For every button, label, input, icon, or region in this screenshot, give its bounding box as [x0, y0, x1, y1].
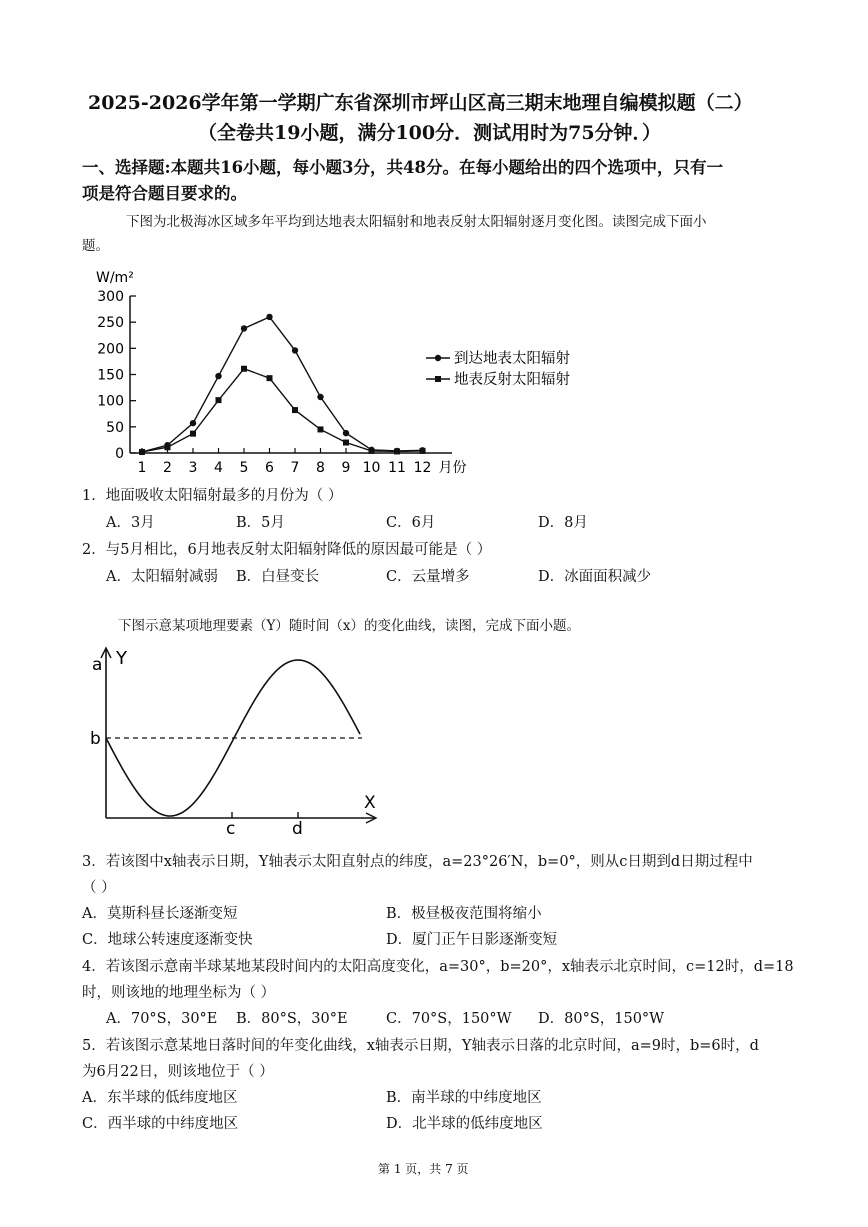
q3-stem-line1: 3．若该图中x轴表示日期，Y轴表示太阳直射点的纬度，a=23°26′N，b=0°，则从c日期到d日期过程中	[82, 854, 753, 870]
series1-point	[317, 394, 323, 400]
series-line-1	[142, 317, 423, 452]
q1-stem: 1．地面吸收太阳辐射最多的月份为（ ）	[82, 488, 343, 504]
q5-option-a: A．东半球的低纬度地区	[82, 1090, 238, 1106]
q5-option-d: D．北半球的低纬度地区	[386, 1116, 543, 1132]
q4-option-d: D．80°S，150°W	[538, 1011, 665, 1027]
label-c: c	[226, 819, 236, 839]
radiation-line-chart	[82, 262, 622, 482]
q5-stem-line2: 为6月22日，则该地位于（ ）	[82, 1064, 274, 1080]
intro1-line1: 下图为北极海冰区域多年平均到达地表太阳辐射和地表反射太阳辐射逐月变化图。读图完成下面小	[126, 214, 707, 230]
series1-point	[215, 373, 221, 379]
series2-point	[343, 440, 349, 446]
series2-point	[369, 448, 375, 454]
series2-point	[318, 426, 324, 432]
section-heading-line2: 项是符合题目要求的。	[82, 184, 247, 203]
series1-point	[190, 420, 196, 426]
q3-stem-line2: （ ）	[82, 880, 116, 896]
x-tick-label: 8	[316, 460, 325, 476]
x-tick-label: 12	[413, 460, 432, 476]
label-d: d	[292, 819, 303, 839]
q2-stem: 2．与5月相比，6月地表反射太阳辐射降低的原因最可能是（ ）	[82, 542, 492, 558]
label-b: b	[90, 729, 101, 749]
series2-point	[394, 448, 400, 454]
page-footer: 第 1 页，共 7 页	[378, 1162, 469, 1176]
series2-point	[241, 366, 247, 372]
y-axis-label: Y	[116, 648, 127, 669]
x-axis-label: 月份	[438, 460, 467, 476]
q5-option-c: C．西半球的中纬度地区	[82, 1116, 239, 1132]
series1-point	[343, 430, 349, 436]
series2-point	[292, 407, 298, 413]
y-tick-label: 150	[97, 367, 124, 384]
series2-point	[190, 431, 196, 437]
x-tick-label: 7	[290, 460, 300, 476]
series-line-2	[142, 369, 423, 452]
y-tick-label: 100	[97, 393, 124, 410]
legend-marker-2	[435, 376, 441, 382]
series2-point	[420, 448, 426, 454]
exam-subtitle: （全卷共19小题，满分100分．测试用时为75分钟．）	[198, 122, 662, 144]
x-tick-label: 4	[214, 460, 223, 476]
q4-stem-line2: 时，则该地的地理坐标为（ ）	[82, 985, 276, 1001]
series1-point	[241, 325, 247, 331]
x-tick-label: 2	[163, 460, 172, 476]
legend-label-1: 到达地表太阳辐射	[454, 351, 570, 367]
q5-stem-line1: 5．若该图示意某地日落时间的年变化曲线，x轴表示日期，Y轴表示日落的北京时间，a=9时，b=6时，d	[82, 1038, 759, 1054]
label-a: a	[92, 655, 103, 675]
x-axis-label: X	[364, 793, 376, 813]
q1-option-b: B．5月	[236, 515, 285, 531]
q4-option-a: A．70°S，30°E	[106, 1011, 218, 1027]
x-tick-label: 10	[362, 460, 381, 476]
legend-label-2: 地表反射太阳辐射	[454, 372, 570, 388]
q2-option-b: B．白昼变长	[236, 569, 320, 585]
y-tick-label: 200	[97, 341, 124, 358]
series1-point	[266, 314, 272, 320]
q3-option-d: D．厦门正午日影逐渐变短	[386, 932, 558, 948]
exam-title: 2025-2026学年第一学期广东省深圳市坪山区高三期末地理自编模拟题（二）	[88, 92, 753, 114]
q2-option-d: D．冰面面积减少	[538, 569, 652, 585]
x-tick-label: 6	[265, 460, 274, 476]
q4-option-c: C．70°S，150°W	[386, 1011, 512, 1027]
series2-point	[267, 375, 273, 381]
x-tick-label: 9	[341, 460, 351, 476]
series2-point	[139, 449, 145, 455]
q1-option-c: C．6月	[386, 515, 436, 531]
q4-stem-line1: 4．若该图示意南半球某地某段时间内的太阳高度变化，a=30°，b=20°，x轴表示北京时间，c=12时，d=18	[82, 959, 794, 975]
intro1-line2: 题。	[82, 238, 109, 254]
q3-option-c: C．地球公转速度逐渐变快	[82, 932, 253, 948]
sine-curve-figure	[82, 640, 392, 840]
q2-option-c: C．云量增多	[386, 569, 470, 585]
q4-option-b: B．80°S，30°E	[236, 1011, 348, 1027]
y-tick-label: 50	[106, 419, 124, 436]
y-tick-label: 250	[97, 315, 124, 332]
series2-point	[216, 397, 222, 403]
series1-point	[292, 347, 298, 353]
series2-point	[165, 444, 171, 450]
q2-option-a: A．太阳辐射减弱	[106, 569, 218, 585]
y-tick-label: 0	[115, 446, 124, 462]
x-tick-label: 11	[388, 460, 406, 476]
q3-option-b: B．极昼极夜范围将缩小	[386, 906, 542, 922]
x-tick-label: 3	[188, 460, 198, 476]
q5-option-b: B．南半球的中纬度地区	[386, 1090, 542, 1106]
y-axis-unit-label: W/m²	[96, 270, 134, 286]
q1-option-a: A．3月	[106, 515, 155, 531]
y-tick-label: 300	[97, 289, 124, 305]
x-tick-label: 5	[239, 460, 249, 476]
legend-marker-1	[435, 355, 441, 361]
section-heading-line1: 一、选择题:本题共16小题，每小题3分，共48分。在每小题给出的四个选项中，只有一	[82, 158, 723, 177]
q3-option-a: A．莫斯科昼长逐渐变短	[82, 906, 238, 922]
x-tick-label: 1	[137, 460, 147, 476]
q1-option-d: D．8月	[538, 515, 588, 531]
intro2-line1: 下图示意某项地理要素（Y）随时间（x）的变化曲线，读图，完成下面小题。	[118, 618, 581, 634]
